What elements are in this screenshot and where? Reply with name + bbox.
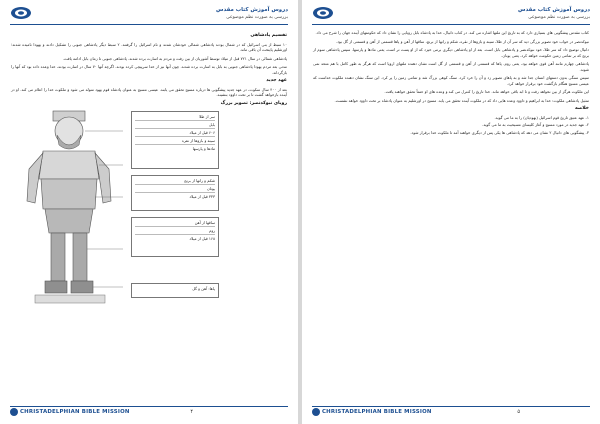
figure-label-row: سینه و بازوها از نقره	[135, 136, 215, 143]
paragraph: پادشاهی شمالی در سال ۷۲۱ قبل از میلاد توسط آشوریان از بین رفت و مردم به اسارت برده شدند. پادشاهی جنوبی تا زمان بابل ادامه یافت.	[62, 55, 287, 61]
header-rule	[10, 24, 288, 25]
page-body	[313, 30, 589, 137]
figure-label-row: سر از طلا	[199, 114, 215, 119]
summary-list	[313, 115, 589, 136]
page-header	[10, 6, 288, 26]
figure-label-row: شکم و رانها از برنج	[184, 178, 215, 183]
footer-brand: CHRISTADELPHIAN BIBLE MISSION	[20, 409, 130, 415]
page-footer	[10, 406, 288, 418]
paragraph: این ملکوت هرگز از بین نخواهد رفت و تا ابد باقی خواهد ماند. خدا تاریخ را کنترل می کند و وعده های او حتماً تحقق خواهند یافت.	[384, 89, 589, 94]
page-left	[0, 0, 298, 424]
page-number: ۴	[190, 409, 193, 415]
mission-logo-icon	[10, 6, 32, 20]
paragraph: کتاب مقدس پیشگویی های بسیاری دارد که به تاریخ این ملتها اشاره می کند. در کتاب دانیال، خدا به پادشاه بابل رویایی را نشان داد که حکومتهای آینده جهان را شرح می داد.	[315, 30, 589, 35]
header-title: دروس آموزش کتاب مقدس	[216, 7, 288, 13]
paragraph: دانیال توضیح داد که سر طلا، خود نبوکدنصر و پادشاهی بابل است. بعد از او پادشاهی دیگری برمی خیزد که از او پست تر است، یعنی مادها و پارسها. سپس پادشاهی سوم از برنج که بر تمامی زمین حکومت خواهد کرد، یعنی یونان.	[313, 47, 589, 58]
figure-labels	[131, 111, 219, 304]
figure-label-box	[131, 217, 219, 257]
paragraph: پادشاهی چهارم مانند آهن قوی خواهد بود، یعنی روم. پاها که قسمتی از آهن و قسمتی از گل است نشان دهنده ملتهای اروپا است که هرگز به طور کامل با هم متحد نمی شوند.	[313, 61, 589, 72]
paragraph: تمثیل پادشاهی ملکوت: خدا به ابراهیم و داوود وعده هایی داد که در ملکوت آینده تحقق می یابد. مسیح در اورشلیم به عنوان پادشاه بر تخت داوود خواهد نشست.	[334, 97, 589, 103]
header-rule	[312, 24, 590, 25]
figure-label-row: روم	[135, 226, 215, 233]
figure-label-box	[131, 283, 219, 298]
figure-label-row: ساقها از آهن	[194, 220, 215, 225]
globe-icon	[312, 408, 320, 416]
figure-label-row: ۳۳۳ قبل از میلاد	[135, 192, 215, 199]
paragraph: ۱۰ سبط از بنی اسرائیل که در شمال بودند پادشاهی شمالی خودشان شدند و نام اسرائیل را گرفتند. ۲ سبط دیگر پادشاهی جنوبی را تشکیل دادند و یهودا نامیده شدند؛ اورشلیم پایتخت آن باقی ماند.	[11, 41, 288, 52]
figure-label-row: پاها: آهن و گل	[192, 286, 215, 291]
figure-label-row: ۶۰۶ قبل از میلاد	[135, 128, 215, 135]
header-subtitle: بررسی به صورت نظم موضوعی	[226, 15, 288, 20]
footer-rule	[10, 406, 288, 407]
summary-item: ۳- پیشگویی های دانیال ۲ نشان می دهد که پادشاهی ها یکی پس از دیگری خواهند آمد تا ملکوت خدا برقرار شود.	[410, 129, 589, 135]
mission-logo-icon	[312, 6, 334, 20]
page-right	[302, 0, 600, 424]
summary-item: ۲- عهد جدید در مورد مسیح و آغاز کلیسای مسیحیت به ما می گوید.	[482, 122, 589, 127]
figure-label-row: یونان	[135, 184, 215, 191]
page-header	[312, 6, 590, 26]
summary-title: خلاصه	[574, 106, 589, 111]
statue-image	[15, 109, 123, 314]
page-number: ۵	[517, 409, 520, 415]
figure-label-row: ۱۶۸ قبل از میلاد	[135, 234, 215, 241]
header-subtitle: بررسی به صورت نظم موضوعی	[528, 15, 590, 20]
figure-label-row: بابل	[135, 120, 215, 127]
paragraph: مدتی بعد مردم یهودا پادشاهی جنوبی به بابل به اسارت برده شدند. چون آنها نیز از خدا سرپیچی کرده بودند. اگرچه آنها ۷۰ سال در اسارت بودند، خدا وعده داده بود که آنها را بازگرداند.	[11, 64, 287, 75]
figure-title: رویای نبوکدنصر: تصویر بزرگ	[220, 100, 287, 106]
paragraph: بعد از ۴۰۰ سال سکوت، در عهد جدید پیشگویی ها درباره مسیح تحقق می یابند. عیسی مسیح به عنوان پادشاه قوم یهود متولد می شود و ملکوت خدا را اعلام می کند. او در آینده بازخواهد گشت تا بر تخت داوود بنشیند.	[11, 86, 287, 97]
section-title: تقسیم پادشاهی	[250, 33, 287, 38]
section-title: عهد جدید	[266, 78, 287, 83]
figure-label-box	[131, 111, 219, 169]
page-body	[11, 30, 287, 319]
paragraph: نبوکدنصر در خواب خود تصویر بزرگی دید که سر آن از طلا، سینه و بازوها از نقره، شکم و رانها از برنج، ساقها از آهن و پاها قسمتی از آهن و قسمتی از گل بود.	[335, 38, 589, 44]
page-footer	[312, 406, 590, 418]
footer-rule	[312, 406, 590, 407]
summary-item: ۱- عهد عتیق تاریخ قوم اسرائیل (یهودیان) را به ما می گوید.	[494, 114, 589, 120]
statue-figure	[11, 109, 287, 319]
header-title: دروس آموزش کتاب مقدس	[518, 7, 590, 13]
paragraph: سپس سنگی بدون دستهای انسان جدا شد و به پاهای تصویر زد و آن را خرد کرد. سنگ کوهی بزرگ شد و تمامی زمین را پر کرد. این سنگ نشان دهنده ملکوت خداست که عیسی مسیح هنگام بازگشت خود برقرار خواهد کرد.	[313, 75, 589, 86]
figure-label-row: مادها و پارسها	[135, 144, 215, 151]
footer-brand: CHRISTADELPHIAN BIBLE MISSION	[322, 409, 432, 415]
globe-icon	[10, 408, 18, 416]
figure-label-box	[131, 175, 219, 211]
